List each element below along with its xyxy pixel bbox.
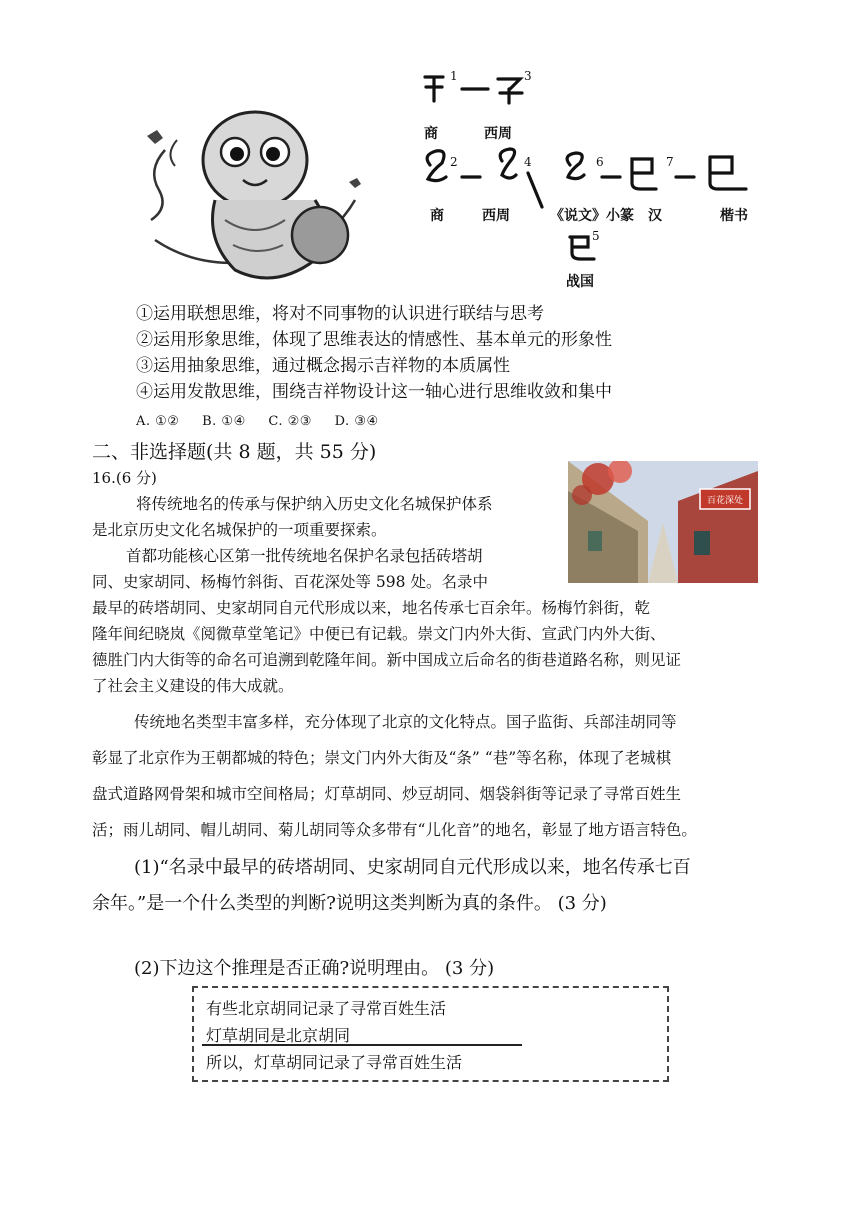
glyph-label-xizhou-1: 西周 (484, 126, 512, 142)
reasoning-box (192, 986, 669, 1082)
option-4: ④运用发散思维，围绕吉祥物设计这一轴心进行思维收敛和集中 (136, 382, 612, 402)
conclusion: 所以，灯草胡同记录了寻常百姓生活 (206, 1053, 463, 1072)
glyph-label-shang-2: 商 (430, 208, 444, 224)
glyph-num-3: 3 (524, 69, 532, 83)
para2-line2: 同、史家胡同、杨梅竹斜街、百花深处等 598 处。名录中 (92, 573, 488, 591)
answer-choices (136, 414, 397, 429)
glyph-evolution-figure (420, 65, 780, 295)
premise-2: 灯草胡同是北京胡同 (206, 1026, 351, 1045)
para2-line1: 首都功能核心区第一批传统地名保护名录包括砖塔胡 (126, 547, 483, 565)
snake-mascot-illustration (135, 90, 375, 300)
glyph-label-zhanguo: 战国 (566, 274, 594, 290)
option-2: ②运用形象思维，体现了思维表达的情感性、基本单元的形象性 (136, 330, 612, 350)
para1-line1: 将传统地名的传承与保护纳入历史文化名城保护体系 (136, 495, 493, 513)
para2-line3: 最早的砖塔胡同、史家胡同自元代形成以来，地名传承七百余年。杨梅竹斜街，乾 (92, 599, 651, 617)
section-title: 二、非选择题(共 8 题，共 55 分) (92, 441, 377, 463)
glyph-label-han: 汉 (648, 208, 662, 224)
glyph-label-xizhou-2: 西周 (482, 208, 510, 224)
glyph-num-7: 7 (666, 155, 674, 169)
para2-line4: 隆年间纪晓岚《阅微草堂笔记》中便已有记载。崇文门内外大街、宣武门内外大街、 (92, 625, 666, 643)
choice-c[interactable]: C. ②③ (268, 414, 312, 429)
para1-line2: 是北京历史文化名城保护的一项重要探索。 (92, 521, 387, 539)
para3-line2: 彰显了北京作为王朝都城的特色；崇文门内外大街及“条” “巷”等名称，体现了老城棋 (92, 749, 672, 767)
choice-d[interactable]: D. ③④ (334, 414, 379, 429)
para2-line5: 德胜门内大街等的命名可追溯到乾隆年间。新中国成立后命名的街巷道路名称，则见证 (92, 651, 682, 669)
para3-line1: 传统地名类型丰富多样，充分体现了北京的文化特点。国子监街、兵部洼胡同等 (134, 713, 677, 731)
glyph-label-shuowen: 《说文》小篆 (550, 208, 634, 224)
glyph-label-shang-1: 商 (424, 126, 438, 142)
hutong-illustration (568, 461, 758, 583)
option-1: ①运用联想思维，将对不同事物的认识进行联结与思考 (136, 304, 544, 324)
conclusion-divider (202, 1044, 522, 1046)
subquestion-1-line1: (1)“名录中最早的砖塔胡同、史家胡同自元代形成以来，地名传承七百 (134, 857, 691, 878)
question-number: 16.(6 分) (92, 469, 157, 487)
glyph-num-5: 5 (592, 229, 600, 243)
glyph-strokes (420, 65, 780, 295)
para2-line6: 了社会主义建设的伟大成就。 (92, 677, 294, 695)
choice-a[interactable]: A. ①② (136, 414, 180, 429)
choice-b[interactable]: B. ①④ (202, 414, 246, 429)
glyph-num-2: 2 (450, 155, 458, 169)
glyph-num-6: 6 (596, 155, 604, 169)
para3-line4: 活；雨儿胡同、帽儿胡同、菊儿胡同等众多带有“儿化音”的地名，彰显了地方语言特色。 (92, 821, 697, 839)
para3-line3: 盘式道路网骨架和城市空间格局；灯草胡同、炒豆胡同、烟袋斜街等记录了寻常百姓生 (92, 785, 682, 803)
subquestion-2: (2)下边这个推理是否正确?说明理由。 (3 分) (134, 958, 495, 979)
option-3: ③运用抽象思维，通过概念揭示吉祥物的本质属性 (136, 356, 510, 376)
glyph-label-kaishu: 楷书 (720, 208, 748, 224)
glyph-num-1: 1 (450, 69, 458, 83)
glyph-num-4: 4 (524, 155, 532, 169)
subquestion-1-line2: 余年。”是一个什么类型的判断?说明这类判断为真的条件。 (3 分) (92, 893, 607, 914)
premise-1: 有些北京胡同记录了寻常百姓生活 (206, 999, 447, 1018)
street-sign-text: 百花深处 (706, 496, 744, 506)
